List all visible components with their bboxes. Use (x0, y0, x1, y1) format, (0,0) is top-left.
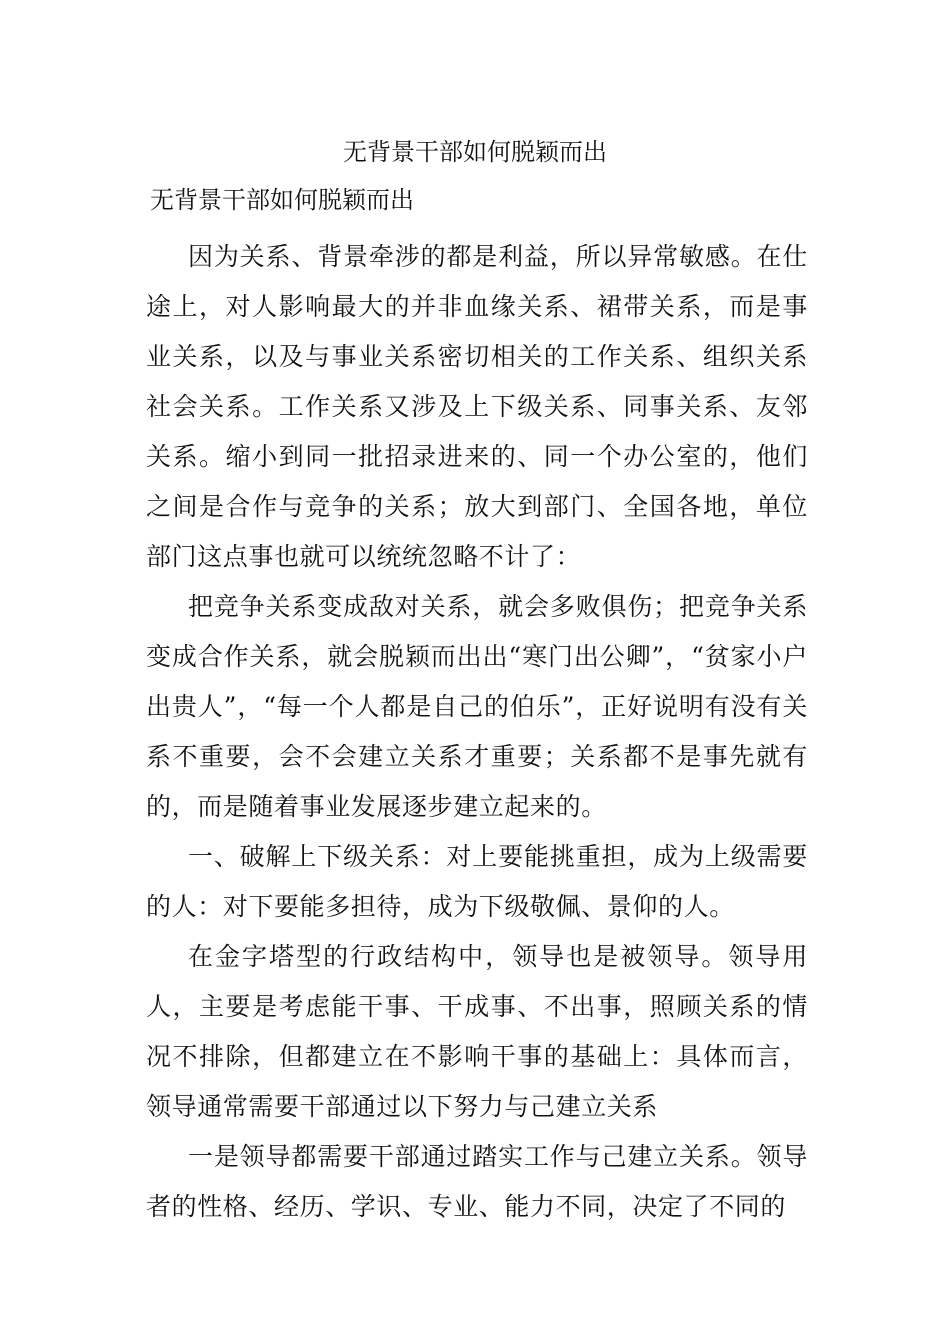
paragraph-4: 在金字塔型的行政结构中，领导也是被领导。领导用人，主要是考虑能干事、干成事、不出事，照顾关系的情况不排除，但都建立在不影响干事的基础上：具体而言，领导通常需要干部通过以下努力与己建立关系 (146, 942, 808, 1121)
document-body (146, 232, 808, 1232)
paragraph-1: 因为关系、背景牵涉的都是利益，所以异常敏感。在仕途上，对人影响最大的并非血缘关系、裙带关系，而是事业关系，以及与事业关系密切相关的工作关系、组织关系社会关系。工作关系又涉及上下级关系、同事关系、友邻关系。缩小到同一批招录进来的、同一个办公室的，他们之间是合作与竞争的关系；放大到部门、全国各地，单位部门这点事也就可以统统忽略不计了： (146, 242, 808, 571)
paragraph-3: 一、破解上下级关系：对上要能挑重担，成为上级需要的人：对下要能多担待，成为下级敬佩、景仰的人。 (146, 842, 808, 921)
paragraph-2: 把竞争关系变成敌对关系，就会多败俱伤；把竞争关系变成合作关系，就会脱颖而出出“寒门出公卿”，“贫家小户出贵人”，“每一个人都是自己的伯乐”，正好说明有没有关系不重要，会不会建立关系才重要；关系都不是事先就有的，而是随着事业发展逐步建立起来的。 (146, 592, 808, 821)
paragraph-5: 一是领导都需要干部通过踏实工作与己建立关系。领导者的性格、经历、学识、专业、能力不同，决定了不同的 (146, 1142, 808, 1221)
document-subtitle: 无背景干部如何脱颖而出 (150, 186, 414, 214)
document-title: 无背景干部如何脱颖而出 (343, 138, 607, 166)
